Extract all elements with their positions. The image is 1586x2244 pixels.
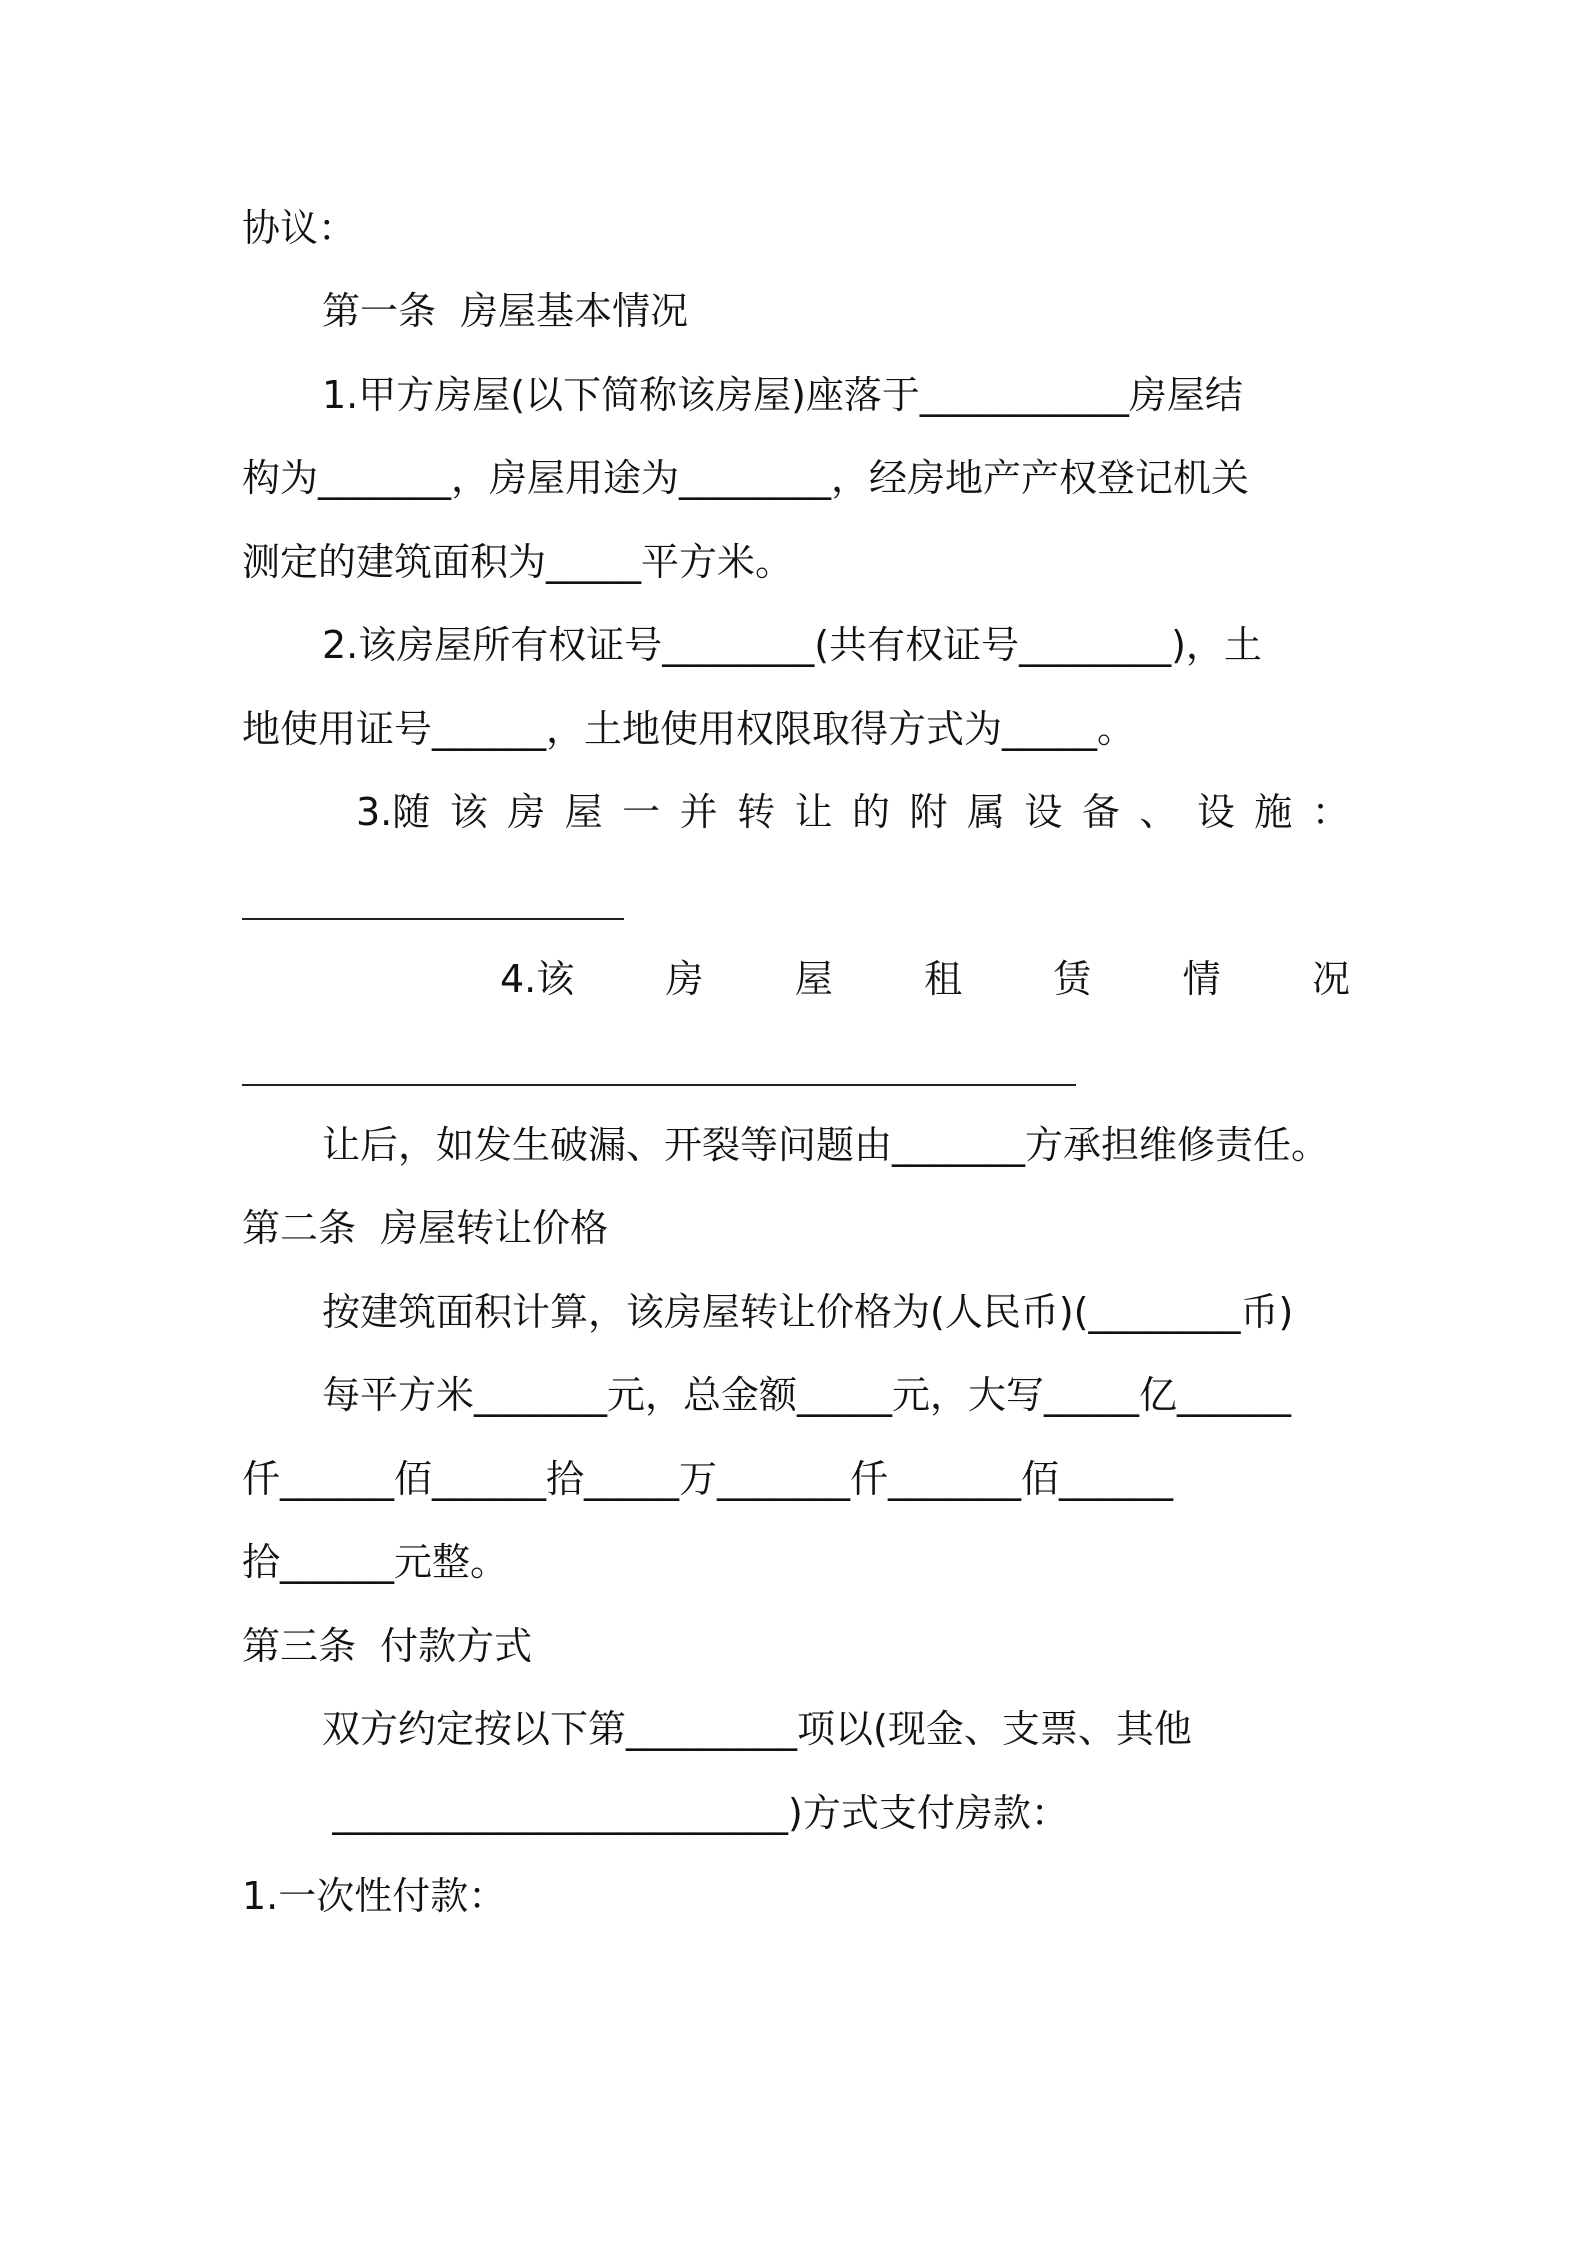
article-2-line-2: 仟______佰______拾_____万_______仟_______佰______ — [242, 1457, 1174, 1501]
clause-1-4-line-1: 4.该 房 屋 租 赁 情 况 — [500, 957, 1350, 1001]
clause-1-5-line-2: 第二条 房屋转让价格 — [242, 1206, 609, 1250]
article-2-line-1: 每平方米_______元，总金额_____元，大写_____亿______ — [322, 1373, 1292, 1417]
article-1-title: 第一条 房屋基本情况 — [322, 289, 689, 333]
article-2-title: 按建筑面积计算，该房屋转让价格为(人民币)(________币) — [322, 1290, 1294, 1334]
article-3-line-2: 1.一次性付款： — [242, 1874, 507, 1918]
blank-rule-clause-3 — [242, 918, 624, 920]
clause-1-2-line-1: 2.该房屋所有权证号________(共有权证号________)，土 — [322, 623, 1262, 667]
article-3-item-1 — [322, 1955, 1350, 2005]
article-3-line-1: ________________________)方式支付房款： — [332, 1791, 1069, 1835]
article-2-line-3: 拾______元整。 — [242, 1540, 509, 1584]
article-2-line-4: 第三条 付款方式 — [242, 1624, 533, 1668]
blank-rule-clause-4 — [242, 1084, 1076, 1086]
article-3-title: 双方约定按以下第_________项以(现金、支票、其他 — [322, 1707, 1192, 1751]
clause-1-1-line-3: 测定的建筑面积为_____平方米。 — [242, 540, 794, 584]
clause-1-2-line-2: 地使用证号______，土地使用权限取得方式为_____。 — [242, 707, 1136, 751]
clause-1-5-line-1: 让后，如发生破漏、开裂等问题由_______方承担维修责任。 — [322, 1123, 1330, 1167]
clause-1-1-line-1: 1.甲方房屋(以下简称该房屋)座落于___________房屋结 — [322, 373, 1243, 417]
heading-agreement: 协议： — [242, 206, 357, 250]
clause-1-1-line-2: 构为_______，房屋用途为________，经房地产产权登记机关 — [242, 456, 1250, 500]
clause-1-3-line-1: 3.随 该 房 屋 一 并 转 让 的 附 属 设 备 、 设 施 ： — [356, 790, 1350, 834]
